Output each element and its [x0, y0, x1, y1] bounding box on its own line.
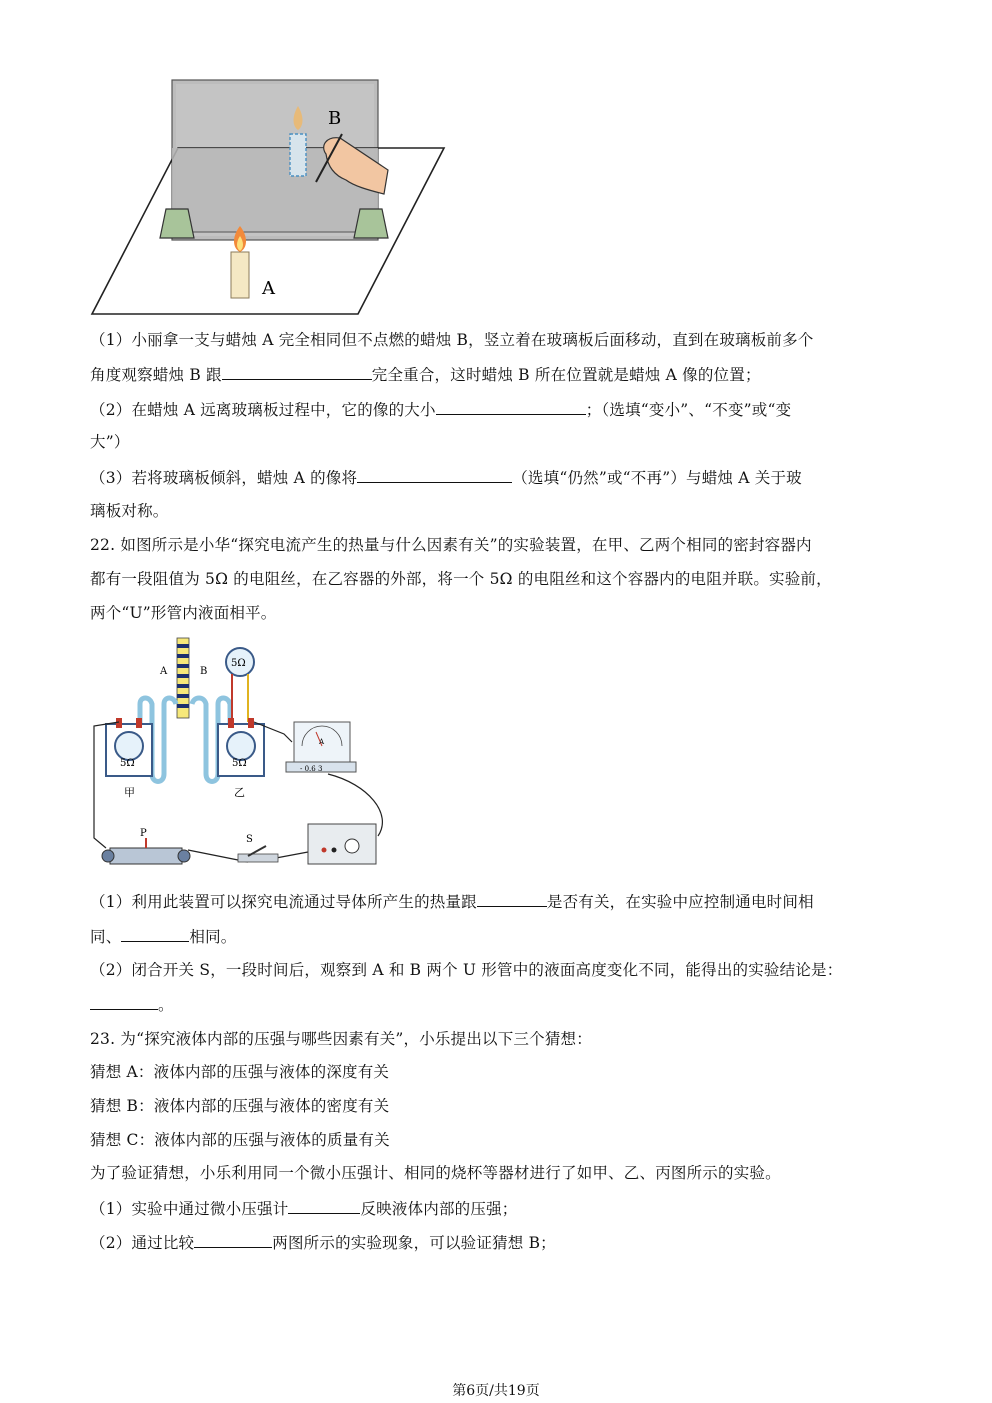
- q22-part1-line2: [90, 926, 237, 947]
- ammeter-scale: - 0.6 3: [300, 765, 323, 773]
- q21-part1-blank[interactable]: [222, 364, 372, 380]
- q23-guess-c: 猜想 C：液体内部的压强与液体的质量有关: [90, 1131, 390, 1149]
- q23-part2-text-pre: （2）通过比较: [90, 1234, 195, 1252]
- q23-part2: [90, 1232, 556, 1253]
- q21-part2-text-post: ；（选填“变小”、“不变”或“变: [585, 401, 792, 419]
- joule-heating-figure: [88, 634, 398, 880]
- q23-part2-text-post: 两图所示的实验现象，可以验证猜想 B；: [272, 1234, 556, 1252]
- q22-part1-blank2[interactable]: [121, 926, 189, 942]
- q23-part1-text-pre: （1）实验中通过微小压强计: [90, 1200, 289, 1218]
- ammeter-letter: A: [319, 738, 325, 746]
- q21-part2-blank[interactable]: [436, 399, 586, 415]
- q22-part1-line2-post: 相同。: [189, 928, 237, 946]
- right-resistor-label: 5Ω: [232, 758, 247, 769]
- q22-stem-line3: 两个“U”形管内液面相平。: [90, 604, 277, 622]
- q22-part2-line2: [90, 994, 174, 1015]
- q22-part2-line1: （2）闭合开关 S，一段时间后，观察到 A 和 B 两个 U 形管中的液面高度变化不同，能得出的实验结论是：: [90, 961, 843, 979]
- left-resistor-label: 5Ω: [120, 758, 135, 769]
- q23-stem-line5: 为了验证猜想，小乐利用同一个微小压强计、相同的烧杯等器材进行了如甲、乙、丙图所示的实验。: [90, 1164, 781, 1182]
- q22-part1-text-post: 是否有关，在实验中应控制通电时间相: [546, 893, 814, 911]
- q21-part1-text-pre: 角度观察蜡烛 B 跟: [90, 366, 222, 384]
- q23-part1: [90, 1198, 517, 1219]
- candle-b-label: B: [328, 108, 342, 129]
- container-yi-label: 乙: [234, 786, 245, 799]
- top-resistor-label: 5Ω: [231, 658, 246, 669]
- q23-part1-text-post: 反映液体内部的压强；: [360, 1200, 518, 1218]
- q23-part1-blank[interactable]: [288, 1198, 360, 1214]
- q22-part1-line2-pre: 同、: [90, 928, 122, 946]
- q21-part2-text-pre: （2）在蜡烛 A 远离玻璃板过程中，它的像的大小: [90, 401, 436, 419]
- q21-part1-text-post: 完全重合，这时蜡烛 B 所在位置就是蜡烛 A 像的位置；: [371, 366, 761, 384]
- q21-part1-line1: （1）小丽拿一支与蜡烛 A 完全相同但不点燃的蜡烛 B，竖立着在玻璃板后面移动，直到在玻璃板前多个: [90, 331, 814, 349]
- q21-part2-line1: [90, 399, 791, 420]
- q23-part2-blank[interactable]: [194, 1232, 272, 1248]
- q21-part2-line2: 大”）: [90, 433, 130, 451]
- q23-guess-a: 猜想 A：液体内部的压强与液体的深度有关: [90, 1063, 390, 1081]
- u-tube-b-label: B: [200, 666, 208, 677]
- q21-part3-text-pre: （3）若将玻璃板倾斜，蜡烛 A 的像将: [90, 469, 358, 487]
- u-tube-a-label: A: [160, 666, 168, 677]
- q21-part3-line2: 璃板对称。: [90, 502, 169, 520]
- q23-guess-b: 猜想 B：液体内部的压强与液体的密度有关: [90, 1097, 390, 1115]
- q21-part3-line1: [90, 467, 802, 488]
- q22-part1-text-pre: （1）利用此装置可以探究电流通过导体所产生的热量跟: [90, 893, 477, 911]
- container-jia-label: 甲: [124, 786, 135, 799]
- q22-part2-blank[interactable]: [90, 994, 158, 1010]
- candle-a-label: A: [262, 278, 275, 299]
- q21-part3-text-post: （选填“仍然”或“不再”）与蜡烛 A 关于玻: [512, 469, 802, 487]
- q23-stem-line1: 23. 为“探究液体内部的压强与哪些因素有关”，小乐提出以下三个猜想：: [90, 1030, 592, 1048]
- plane-mirror-figure: [88, 76, 448, 318]
- q22-part2-end: 。: [158, 996, 174, 1014]
- q21-part3-blank[interactable]: [357, 467, 512, 483]
- q21-part1-line2: [90, 364, 761, 385]
- switch-label: S: [246, 834, 253, 845]
- slider-label: P: [140, 828, 147, 839]
- q22-part1-blank1[interactable]: [477, 891, 547, 907]
- q22-stem-line1: 22. 如图所示是小华“探究电流产生的热量与什么因素有关”的实验装置，在甲、乙两个相同的密封容器内: [90, 536, 812, 554]
- q22-part1-line1: [90, 891, 814, 912]
- q22-stem-line2: 都有一段阻值为 5Ω 的电阻丝，在乙容器的外部，将一个 5Ω 的电阻丝和这个容器内的电阻并联。实验前，: [90, 570, 832, 588]
- page-number: 第6页/共19页: [452, 1383, 540, 1399]
